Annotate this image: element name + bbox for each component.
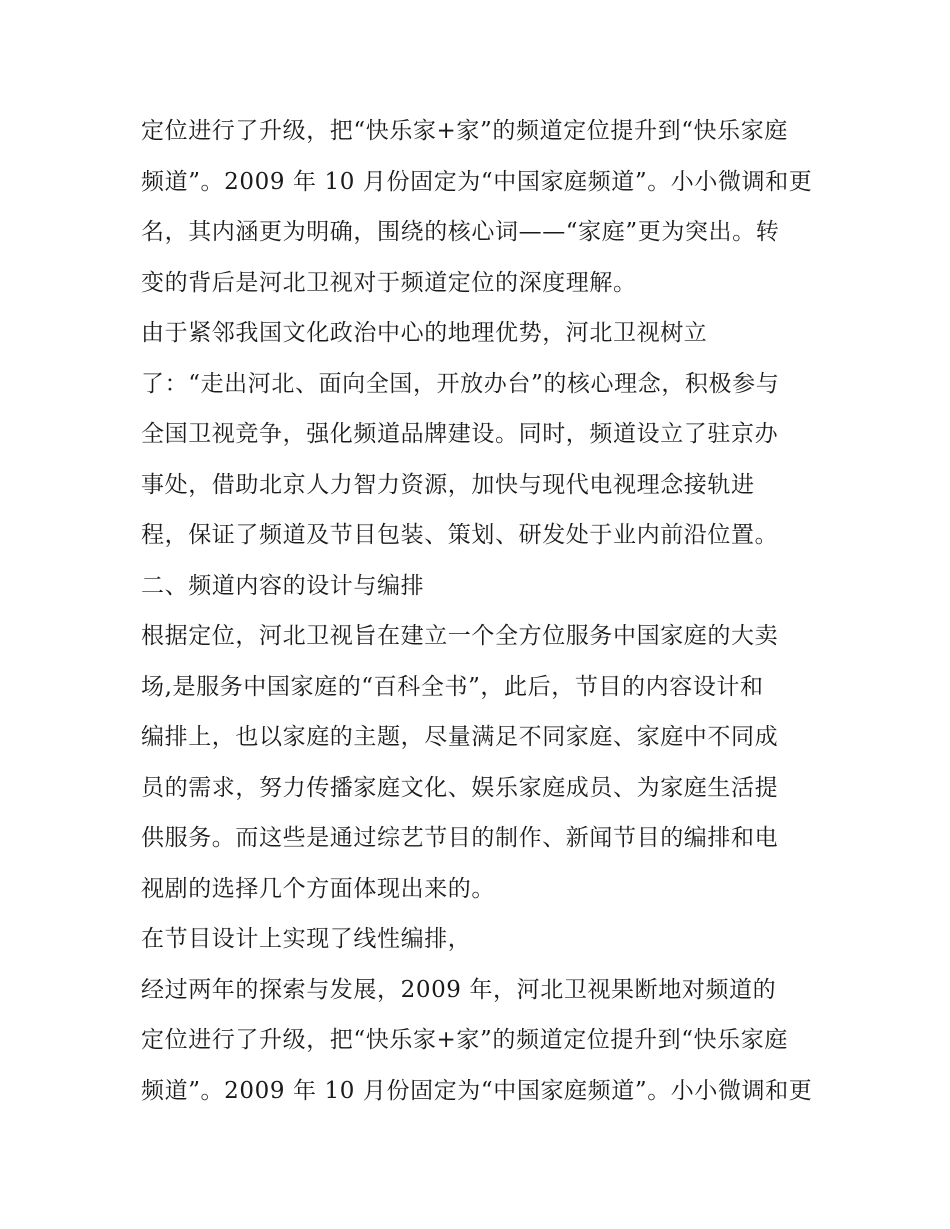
text-line: 事处，借助北京人力智力资源，加快与现代电视理念接轨进 [141,471,755,498]
text-line: 全国卫视竞争，强化频道品牌建设。同时，频道设立了驻京办 [141,421,779,447]
text-line: 程，保证了频道及节目包装、策划、研发处于业内前沿位置。 [141,522,779,548]
body-text [141,106,821,1116]
text-line: 了：“走出河北、面向全国，开放办台”的核心理念，积极参与 [141,370,780,397]
text-line: 变的背后是河北卫视对于频道定位的深度理解。 [141,269,637,296]
text-line: 编排上，也以家庭的主题，尽量满足不同家庭、家庭中不同成 [141,724,779,750]
section-heading: 二、频道内容的设计与编排 [141,572,425,599]
text-line: 员的需求，努力传播家庭文化、娱乐家庭成员、为家庭生活提 [141,774,779,801]
text-line: 由于紧邻我国文化政治中心的地理优势，河北卫视树立 [141,320,708,346]
text-line: 视剧的选择几个方面体现出来的。 [141,875,495,902]
text-line: 定位进行了升级，把“快乐家+家”的频道定位提升到“快乐家庭 [141,118,788,144]
text-line: 经过两年的探索与发展，2009 年，河北卫视果断地对频道的 [141,976,777,1003]
text-line: 根据定位，河北卫视旨在建立一个全方位服务中国家庭的大卖 [141,623,779,649]
text-line: 名，其内涵更为明确，围绕的核心词——“家庭”更为突出。转 [141,219,780,245]
text-line: 频道”。2009 年 10 月份固定为“中国家庭频道”。小小微调和更 [141,1077,813,1104]
text-line: 定位进行了升级，把“快乐家+家”的频道定位提升到“快乐家庭 [141,1027,788,1053]
text-line: 供服务。而这些是通过综艺节目的制作、新闻节目的编排和电 [141,825,779,851]
text-line: 场,是服务中国家庭的“百科全书”，此后，节目的内容设计和 [141,673,764,700]
text-line: 频道”。2009 年 10 月份固定为“中国家庭频道”。小小微调和更 [141,168,813,195]
text-line: 在节目设计上实现了线性编排， [141,926,472,952]
